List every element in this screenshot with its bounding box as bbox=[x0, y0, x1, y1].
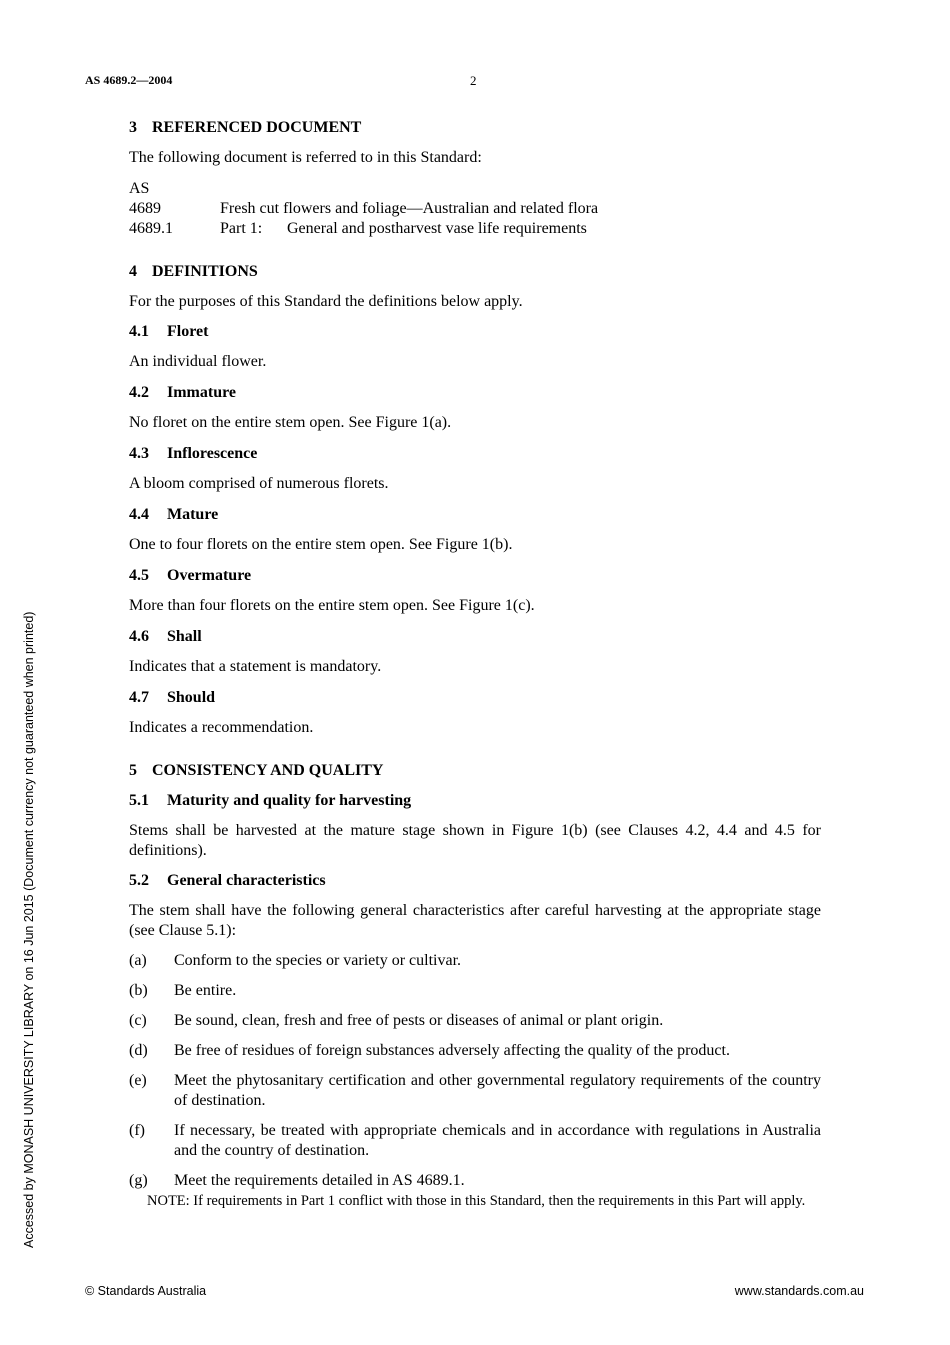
section-title: CONSISTENCY AND QUALITY bbox=[152, 762, 384, 779]
list-item bbox=[129, 1171, 821, 1191]
definition-text: One to four florets on the entire stem open. See Figure 1(b). bbox=[129, 536, 513, 553]
list-label: (b) bbox=[129, 982, 148, 999]
list-label: (e) bbox=[129, 1072, 147, 1089]
reference-part: Part 1: bbox=[220, 220, 263, 237]
list-item bbox=[129, 1041, 821, 1061]
subsection-text: The stem shall have the following general characteristics after careful harvesting at the appropriate stage (see Clause 5.1): bbox=[129, 902, 821, 939]
reference-title: General and postharvest vase life requirements bbox=[287, 220, 587, 237]
footer-copyright: © Standards Australia bbox=[85, 1284, 207, 1298]
list-label: (f) bbox=[129, 1122, 145, 1139]
subsection-number: 5.2 bbox=[129, 872, 149, 889]
section-3-heading bbox=[129, 118, 821, 138]
subsection-heading bbox=[129, 871, 821, 891]
section-5-heading bbox=[129, 761, 821, 781]
definition-term: Floret bbox=[167, 323, 209, 340]
definition-term: Inflorescence bbox=[167, 445, 258, 462]
definition-heading bbox=[129, 627, 821, 647]
list-label: (c) bbox=[129, 1012, 147, 1029]
reference-code: 4689 bbox=[129, 200, 161, 217]
definition-text: No floret on the entire stem open. See Figure 1(a). bbox=[129, 414, 452, 431]
definition-term: Mature bbox=[167, 506, 219, 523]
access-watermark: Accessed by MONASH UNIVERSITY LIBRARY on 16 Jun 2015 (Document currency not guaranteed when printed) bbox=[22, 611, 36, 1248]
definition-number: 4.3 bbox=[129, 445, 149, 462]
list-text: Be free of residues of foreign substances adversely affecting the quality of the product. bbox=[174, 1042, 730, 1059]
reference-row bbox=[129, 219, 821, 239]
footer-website: www.standards.com.au bbox=[734, 1284, 864, 1298]
definition-heading bbox=[129, 505, 821, 525]
subsection-title: Maturity and quality for harvesting bbox=[167, 792, 412, 809]
list-text: Meet the phytosanitary certification and other governmental regulatory requirements of the country of destination. bbox=[174, 1072, 821, 1109]
section-title: REFERENCED DOCUMENT bbox=[152, 119, 362, 136]
reference-list-heading: AS bbox=[129, 180, 150, 197]
section-number: 3 bbox=[129, 119, 137, 136]
list-item bbox=[129, 1071, 821, 1111]
subsection-number: 5.1 bbox=[129, 792, 149, 809]
list-text: Meet the requirements detailed in AS 4689.1. bbox=[174, 1172, 465, 1189]
definition-heading bbox=[129, 566, 821, 586]
subsection-heading bbox=[129, 791, 821, 811]
definition-number: 4.7 bbox=[129, 689, 149, 706]
definition-term: Shall bbox=[167, 628, 202, 645]
definition-text: More than four florets on the entire stem open. See Figure 1(c). bbox=[129, 597, 535, 614]
definition-number: 4.4 bbox=[129, 506, 149, 523]
reference-row bbox=[129, 199, 821, 219]
definition-text: A bloom comprised of numerous florets. bbox=[129, 475, 389, 492]
list-label: (g) bbox=[129, 1172, 148, 1189]
subsection-title: General characteristics bbox=[167, 872, 326, 889]
list-item bbox=[129, 1121, 821, 1161]
definition-heading bbox=[129, 688, 821, 708]
definition-number: 4.5 bbox=[129, 567, 149, 584]
definition-term: Should bbox=[167, 689, 216, 706]
page-number: 2 bbox=[470, 73, 477, 88]
list-item bbox=[129, 951, 821, 971]
definition-heading bbox=[129, 322, 821, 342]
definition-text: An individual flower. bbox=[129, 353, 267, 370]
section-4-heading bbox=[129, 262, 821, 282]
list-text: Be entire. bbox=[174, 982, 237, 999]
section-number: 5 bbox=[129, 762, 137, 779]
section-title: DEFINITIONS bbox=[152, 263, 258, 280]
list-item bbox=[129, 1011, 821, 1031]
definition-number: 4.1 bbox=[129, 323, 149, 340]
definition-number: 4.2 bbox=[129, 384, 149, 401]
reference-list bbox=[129, 179, 821, 239]
definition-term: Overmature bbox=[167, 567, 252, 584]
note-text: NOTE: If requirements in Part 1 conflict with those in this Standard, then the requirements in this Part will apply. bbox=[147, 1193, 806, 1209]
definition-text: Indicates that a statement is mandatory. bbox=[129, 658, 382, 675]
list-text: If necessary, be treated with appropriate chemicals and in accordance with regulations in Australia and the country of destination. bbox=[174, 1122, 821, 1159]
list-label: (d) bbox=[129, 1042, 148, 1059]
document-body bbox=[129, 118, 821, 1211]
list-item bbox=[129, 981, 821, 1001]
definition-heading bbox=[129, 383, 821, 403]
section-4-intro: For the purposes of this Standard the definitions below apply. bbox=[129, 293, 523, 310]
section-number: 4 bbox=[129, 263, 137, 280]
list-text: Be sound, clean, fresh and free of pests or diseases of animal or plant origin. bbox=[174, 1012, 664, 1029]
definition-heading bbox=[129, 444, 821, 464]
section-3-intro: The following document is referred to in this Standard: bbox=[129, 149, 482, 166]
definition-number: 4.6 bbox=[129, 628, 149, 645]
reference-title: Fresh cut flowers and foliage—Australian and related flora bbox=[220, 200, 599, 217]
list-label: (a) bbox=[129, 952, 147, 969]
reference-code: 4689.1 bbox=[129, 220, 173, 237]
definition-term: Immature bbox=[167, 384, 237, 401]
definition-text: Indicates a recommendation. bbox=[129, 719, 314, 736]
list-text: Conform to the species or variety or cultivar. bbox=[174, 952, 462, 969]
header-standard-id: AS 4689.2—2004 bbox=[85, 73, 173, 87]
subsection-text: Stems shall be harvested at the mature stage shown in Figure 1(b) (see Clauses 4.2, 4.4 and 4.5 for definitions). bbox=[129, 822, 821, 859]
